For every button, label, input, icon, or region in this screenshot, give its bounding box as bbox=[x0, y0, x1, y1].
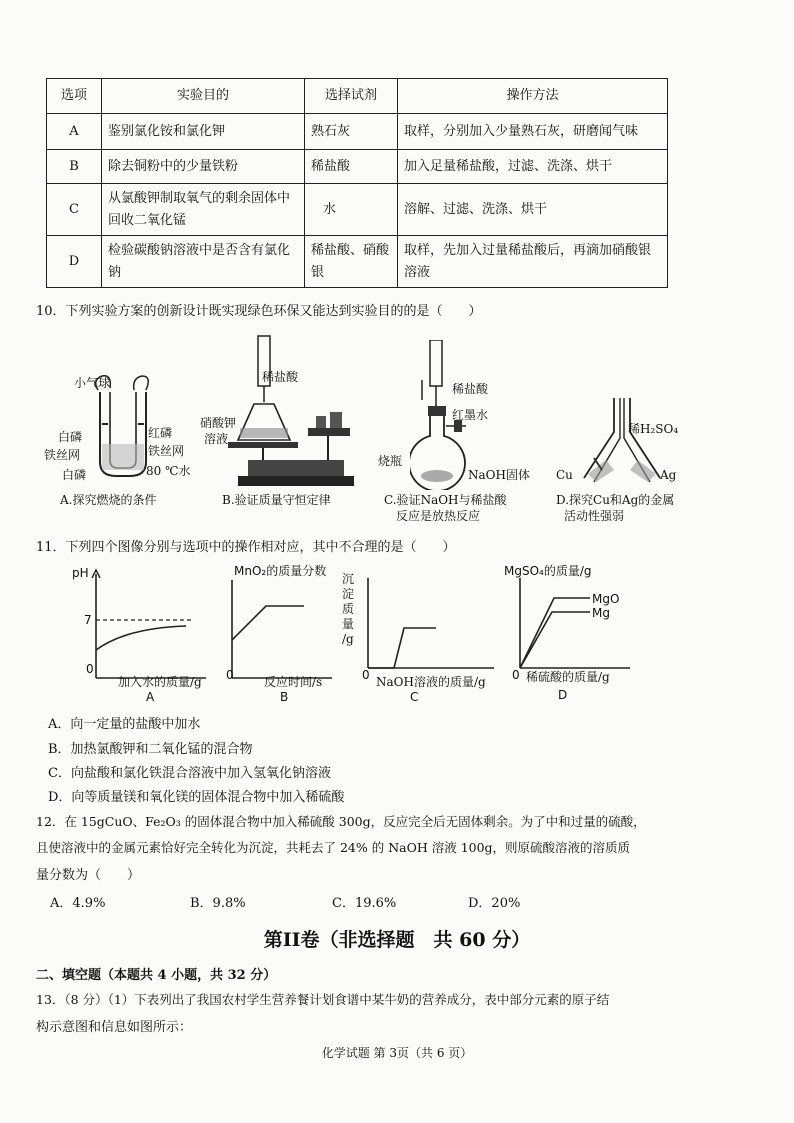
chart-c-ylabel-char: 淀 bbox=[342, 587, 355, 601]
cell-method: 加入足量稀盐酸，过滤、洗涤、烘干 bbox=[398, 150, 668, 184]
q11-choice-a: A．向一定量的盐酸中加水 bbox=[48, 717, 201, 732]
label-red-ink: 红墨水 bbox=[452, 408, 489, 422]
cell-option: A bbox=[47, 114, 102, 150]
figure-b-balance bbox=[228, 332, 358, 492]
q12-choice-b: B．9.8% bbox=[190, 896, 246, 911]
header-purpose: 实验目的 bbox=[102, 79, 305, 114]
table-row bbox=[47, 184, 668, 236]
q13-line2: 构示意图和信息如图所示： bbox=[36, 1020, 193, 1035]
header-option: 选项 bbox=[47, 79, 102, 114]
chart-a-tick-7: 7 bbox=[84, 613, 92, 627]
chart-c bbox=[362, 566, 502, 686]
caption-c-line1: C.验证NaOH与稀盐酸 bbox=[384, 493, 507, 507]
label-ag: Ag bbox=[660, 468, 677, 482]
chart-a-ylabel: pH bbox=[72, 566, 89, 580]
q11-choice-d: D．向等质量镁和氧化镁的固体混合物中加入稀硫酸 bbox=[48, 790, 345, 805]
section-part-heading: 二、填空题（本题共 4 小题，共 32 分） bbox=[36, 968, 277, 983]
chart-d-legend-mg: Mg bbox=[592, 606, 610, 620]
cell-method: 溶解、过滤、洗涤、烘干 bbox=[398, 184, 668, 236]
figure-d-y-tube bbox=[574, 398, 677, 488]
chart-d-legend-mgo: MgO bbox=[592, 592, 620, 606]
chart-c-ylabel bbox=[342, 572, 354, 647]
q11-stem: 11．下列四个图像分别与选项中的操作相对应，其中不合理的是（ ） bbox=[36, 540, 456, 555]
q10-stem: 10．下列实验方案的创新设计既实现绿色环保又能达到实验目的的是（ ） bbox=[36, 304, 482, 319]
label-cu: Cu bbox=[556, 468, 573, 482]
q13-line1: 13．（8 分）（1）下表列出了我国农村学生营养餐计划食谱中某牛奶的营养成分，表中部分元素的原子结 bbox=[36, 992, 610, 1007]
chart-a-letter: A bbox=[146, 690, 155, 704]
chart-b-line bbox=[232, 606, 304, 640]
chart-c-xlabel: NaOH溶液的质量/g bbox=[376, 675, 486, 689]
q12-line2: 且使溶液中的金属元素恰好完全转化为沉淀，共耗去了 24% 的 NaOH 溶液 100g，则原硫酸溶液的溶质质 bbox=[36, 840, 631, 855]
cell-reagent: 稀盐酸 bbox=[305, 150, 398, 184]
chart-a-curve bbox=[96, 626, 186, 650]
table-header-row bbox=[47, 79, 668, 114]
cell-option: B bbox=[47, 150, 102, 184]
label-kno3: 硝酸钾 bbox=[200, 416, 237, 430]
chart-b-letter: B bbox=[280, 690, 289, 704]
label-naoh-solid: NaOH固体 bbox=[468, 468, 530, 482]
label-solution: 溶液 bbox=[204, 432, 229, 446]
label-hcl-c: 稀盐酸 bbox=[452, 382, 489, 396]
chart-d-xlabel: 稀硫酸的质量/g bbox=[526, 670, 610, 684]
q12-line3: 量分数为（ ） bbox=[36, 868, 141, 883]
chart-d-series-mgo bbox=[520, 598, 590, 668]
header-reagent: 选择试剂 bbox=[305, 79, 398, 114]
label-white-p-1: 白磷 bbox=[58, 430, 83, 444]
cell-purpose: 鉴别氯化铵和氯化钾 bbox=[102, 114, 305, 150]
table-row bbox=[47, 114, 668, 150]
caption-d-line1: D.探究Cu和Ag的金属 bbox=[556, 493, 675, 507]
cell-purpose: 从氯酸钾制取氧气的剩余固体中回收二氧化锰 bbox=[102, 184, 305, 236]
label-small-balloon: 小气球 bbox=[74, 376, 111, 390]
chart-d-origin: 0 bbox=[512, 668, 520, 682]
chart-c-origin: 0 bbox=[362, 668, 370, 682]
label-wire-mesh-1: 铁丝网 bbox=[44, 448, 81, 462]
options-table bbox=[46, 78, 668, 288]
label-white-p-2: 白磷 bbox=[62, 468, 87, 482]
chart-a-origin: 0 bbox=[86, 662, 94, 676]
chart-b-xlabel: 反应时间/s bbox=[264, 675, 323, 689]
q12-choice-c: C．19.6% bbox=[332, 896, 397, 911]
chart-b bbox=[220, 566, 340, 686]
section-title: 第II卷（非选择题 共 60 分） bbox=[263, 929, 531, 951]
cell-option: C bbox=[47, 184, 102, 236]
cell-option: D bbox=[47, 236, 102, 288]
chart-b-ylabel: MnO₂的质量分数 bbox=[234, 564, 327, 578]
q12-line1: 12．在 15gCuO、Fe₂O₃ 的固体混合物中加入稀硫酸 300g，反应完全后无固体剩余。为了中和过量的硫酸， bbox=[36, 814, 646, 829]
chart-c-ylabel-char: 量 bbox=[342, 617, 355, 631]
chart-c-ylabel-char: 沉 bbox=[342, 572, 355, 586]
cell-method: 取样，分别加入少量熟石灰，研磨闻气味 bbox=[398, 114, 668, 150]
header-method: 操作方法 bbox=[398, 79, 668, 114]
q11-choice-b: B．加热氯酸钾和二氧化锰的混合物 bbox=[48, 742, 253, 757]
q12-choice-d: D．20% bbox=[468, 896, 521, 911]
label-water-80: 80 ℃水 bbox=[146, 464, 191, 478]
label-flask: 烧瓶 bbox=[378, 454, 403, 468]
chart-c-letter: C bbox=[410, 690, 419, 704]
chart-a-xlabel: 加入水的质量/g bbox=[118, 675, 202, 689]
q11-choice-c: C．向盐酸和氯化铁混合溶液中加入氢氧化钠溶液 bbox=[48, 766, 331, 781]
q12-choice-a: A．4.9% bbox=[50, 896, 106, 911]
chart-c-ylabel-char: 质 bbox=[342, 602, 355, 616]
chart-c-line bbox=[368, 628, 436, 668]
table-row bbox=[47, 236, 668, 288]
chart-c-ylabel-char: /g bbox=[342, 632, 354, 646]
label-dilute-h2so4: 稀H₂SO₄ bbox=[628, 422, 679, 436]
caption-a: A.探究燃烧的条件 bbox=[60, 493, 157, 507]
caption-d-line2: 活动性强弱 bbox=[564, 509, 625, 523]
chart-b-origin: 0 bbox=[226, 668, 234, 682]
cell-reagent: 熟石灰 bbox=[305, 114, 398, 150]
caption-b: B.验证质量守恒定律 bbox=[222, 493, 331, 507]
caption-c-line2: 反应是放热反应 bbox=[396, 509, 481, 523]
label-red-p: 红磷 bbox=[148, 426, 173, 440]
chart-d-series-mg bbox=[520, 612, 590, 668]
cell-method: 取样，先加入过量稀盐酸后，再滴加硝酸银溶液 bbox=[398, 236, 668, 288]
cell-reagent: 水 bbox=[305, 184, 398, 236]
chart-d-ylabel: MgSO₄的质量/g bbox=[504, 564, 592, 578]
cell-purpose: 检验碳酸钠溶液中是否含有氯化钠 bbox=[102, 236, 305, 288]
cell-purpose: 除去铜粉中的少量铁粉 bbox=[102, 150, 305, 184]
page-footer: 化学试题 第 3页（共 6 页） bbox=[321, 1046, 473, 1060]
table-row bbox=[47, 150, 668, 184]
label-hcl-b: 稀盐酸 bbox=[262, 370, 299, 384]
label-wire-mesh-2: 铁丝网 bbox=[148, 444, 185, 458]
chart-d-letter: D bbox=[558, 688, 568, 702]
cell-reagent: 稀盐酸、硝酸银 bbox=[305, 236, 398, 288]
